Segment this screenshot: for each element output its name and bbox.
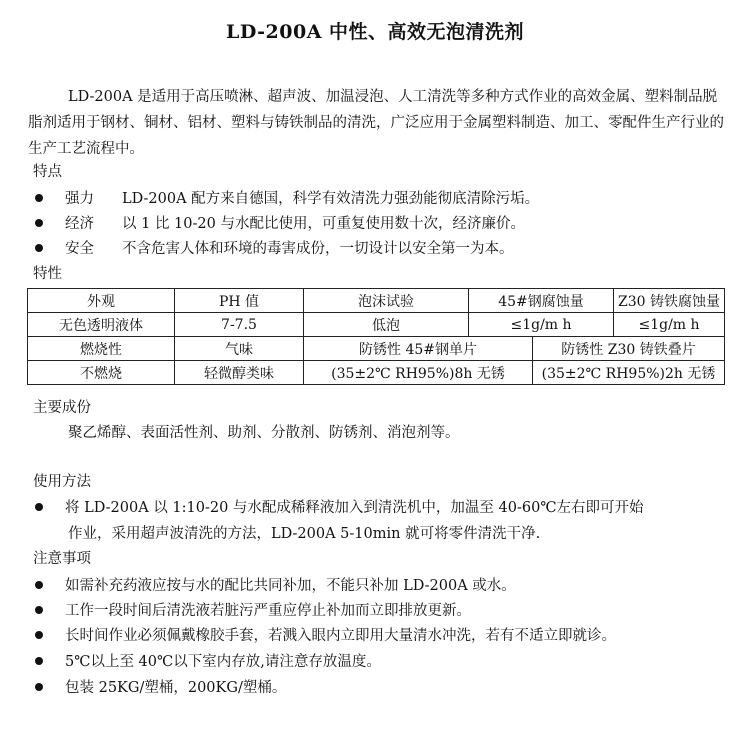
table-cell: 无色透明液体 bbox=[28, 313, 175, 337]
feature-text: 以 1 比 10-20 与水配比使用，可重复使用数十次，经济廉价。 bbox=[122, 216, 525, 232]
table-cell: ≤1g/m h bbox=[469, 313, 614, 337]
table-cell: (35±2℃ RH95%)2h 无锈 bbox=[533, 361, 725, 385]
table-cell: (35±2℃ RH95%)8h 无锈 bbox=[304, 361, 533, 385]
feature-text: 不含危害人体和环境的毒害成份，一切设计以安全第一为本。 bbox=[122, 241, 514, 257]
table-cell: 燃烧性 bbox=[28, 337, 175, 361]
note-item bbox=[35, 649, 381, 675]
bullet-icon bbox=[35, 606, 43, 614]
usage-item bbox=[35, 495, 644, 521]
usage-text: 将 LD-200A 以 1:10-20 与水配成稀释液加入到清洗机中，加温至 40-60℃左右即可开始 bbox=[65, 500, 644, 516]
table-cell: 泡沫试验 bbox=[304, 289, 469, 313]
table-cell: 低泡 bbox=[304, 313, 469, 337]
composition-text: 聚乙烯醇、表面活性剂、助剂、分散剂、防锈剂、消泡剂等。 bbox=[68, 425, 460, 441]
bullet-icon bbox=[35, 581, 43, 589]
bullet-icon bbox=[35, 244, 43, 252]
properties-table bbox=[27, 288, 725, 385]
note-item bbox=[35, 675, 286, 701]
properties-heading: 特性 bbox=[33, 266, 62, 282]
table-cell: 防锈性 45#钢单片 bbox=[304, 337, 533, 361]
table-cell: 7-7.5 bbox=[175, 313, 304, 337]
feature-key: 经济 bbox=[65, 216, 94, 232]
usage-heading: 使用方法 bbox=[33, 474, 91, 490]
features-heading: 特点 bbox=[33, 164, 62, 180]
table-cell: 外观 bbox=[28, 289, 175, 313]
table-cell: PH 值 bbox=[175, 289, 304, 313]
bullet-icon bbox=[35, 219, 43, 227]
document-title: LD-200A 中性、高效无泡清洗剂 bbox=[225, 21, 525, 43]
bullet-icon bbox=[35, 194, 43, 202]
note-text: 包装 25KG/塑桶，200KG/塑桶。 bbox=[65, 680, 287, 696]
table-cell: 不燃烧 bbox=[28, 361, 175, 385]
notes-heading: 注意事项 bbox=[33, 551, 91, 567]
table-cell: 气味 bbox=[175, 337, 304, 361]
feature-key: 安全 bbox=[65, 241, 94, 257]
feature-item bbox=[35, 236, 514, 262]
table-cell: Z30 铸铁腐蚀量 bbox=[614, 289, 725, 313]
table-cell: 轻微醇类味 bbox=[175, 361, 304, 385]
feature-key: 强力 bbox=[65, 191, 94, 207]
table-row bbox=[28, 361, 725, 385]
feature-item bbox=[35, 186, 539, 212]
note-text: 5℃以上至 40℃以下室内存放,请注意存放温度。 bbox=[65, 654, 381, 670]
note-text: 工作一段时间后清洗液若脏污严重应停止补加而立即排放更新。 bbox=[65, 603, 471, 619]
table-row bbox=[28, 337, 725, 361]
table-row bbox=[28, 313, 725, 337]
table-row bbox=[28, 289, 725, 313]
feature-item bbox=[35, 211, 525, 237]
table-cell: 防锈性 Z30 铸铁叠片 bbox=[533, 337, 725, 361]
bullet-icon bbox=[35, 631, 43, 639]
usage-text-continued: 作业，采用超声波清洗的方法，LD-200A 5-10min 就可将零件清洗干净. bbox=[68, 526, 541, 542]
feature-text: LD-200A 配方来自德国，科学有效清洗力强劲能彻底清除污垢。 bbox=[122, 191, 540, 207]
note-text: 如需补充药液应按与水的配比共同补加，不能只补加 LD-200A 或水。 bbox=[65, 578, 516, 594]
note-item bbox=[35, 623, 616, 649]
note-item bbox=[35, 598, 471, 624]
bullet-icon bbox=[35, 683, 43, 691]
table-cell: ≤1g/m h bbox=[614, 313, 725, 337]
bullet-icon bbox=[35, 657, 43, 665]
note-text: 长时间作业必须佩戴橡胶手套，若溅入眼内立即用大量清水冲洗，若有不适立即就诊。 bbox=[65, 628, 616, 644]
intro-paragraph: LD-200A 是适用于高压喷淋、超声波、加温浸泡、人工清洗等多种方式作业的高效金属、塑料制品脱脂剂适用于钢材、铜材、铝材、塑料与铸铁制品的清洗，广泛应用于金属塑料制造、加工、零配件生产行业的生产工艺流程中。 bbox=[28, 89, 724, 157]
composition-heading: 主要成份 bbox=[33, 400, 91, 416]
bullet-icon bbox=[35, 503, 43, 511]
note-item bbox=[35, 573, 516, 599]
table-cell: 45#钢腐蚀量 bbox=[469, 289, 614, 313]
